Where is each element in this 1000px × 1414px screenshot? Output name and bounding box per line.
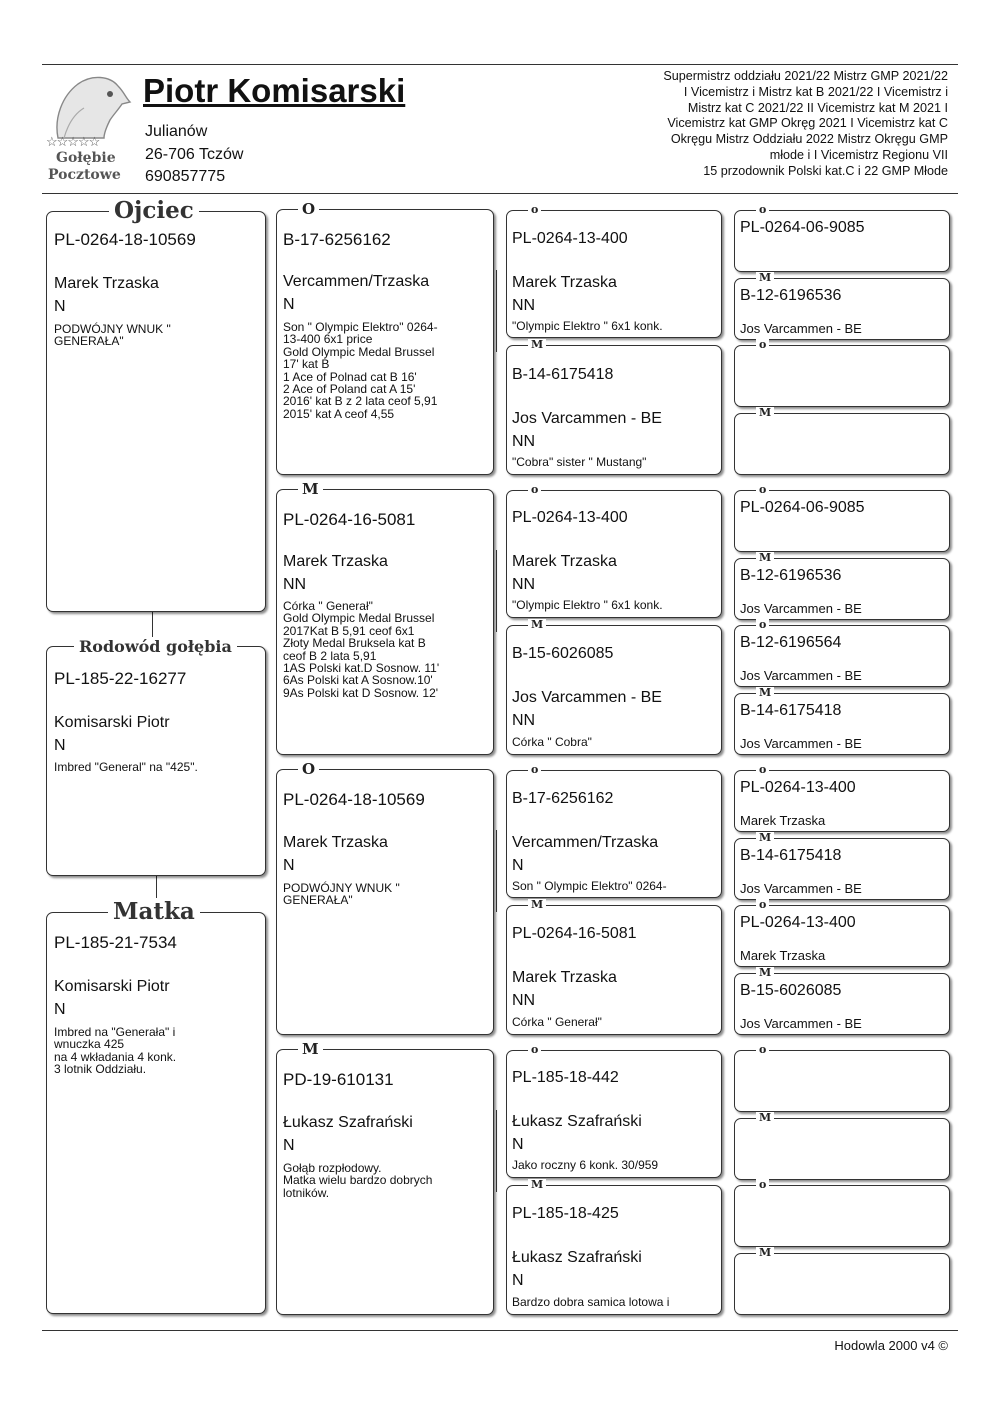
pigeon-info: Imbred "General" na "425". xyxy=(54,760,198,774)
father-card[interactable] xyxy=(46,211,266,612)
gen4-owner: Jos Varcammen - BE xyxy=(740,1016,862,1031)
achievement-line: I Vicemistrz i Mistrz kat B 2021/22 I Vicemistrz i xyxy=(683,84,948,99)
gen2-info: Gołąb rozpłodowy. Matka wielu bardzo dobrych lotników. xyxy=(283,1161,433,1200)
gen4-card[interactable] xyxy=(734,490,950,552)
father-owner: Marek Trzaska xyxy=(54,275,159,292)
gen4-sex-label: M xyxy=(756,967,774,979)
gen4-card[interactable] xyxy=(734,1185,950,1247)
father-ring: PL-0264-18-10569 xyxy=(54,230,196,249)
father-color: N xyxy=(54,298,66,315)
gen4-ring: PL-0264-13-400 xyxy=(740,779,856,796)
gen2-info: Son " Olympic Elektro" 0264- 13-400 6x1 price Gold Olympic Medal Brussel 17' kat B 1 Ace of Polnad cat B 16' 2 Ace of Poland cat A 15' 2016' kat B z 2 lata ceof 5,91 2015' kat A ceof 4,55 xyxy=(283,320,438,421)
gen4-owner: Jos Varcammen - BE xyxy=(740,881,862,896)
gen3-color: N xyxy=(512,1272,524,1289)
gen4-card[interactable] xyxy=(734,558,950,620)
gen4-sex-label: M xyxy=(756,1112,774,1124)
gen2-sex-label: M xyxy=(298,1041,323,1057)
gen2-color: NN xyxy=(283,576,307,593)
mother-owner: Komisarski Piotr xyxy=(54,978,170,995)
gen3-sex-label: o xyxy=(528,484,541,496)
gen4-ring: B-14-6175418 xyxy=(740,847,842,864)
gen3-sex-label: M xyxy=(528,1179,546,1191)
gen2-card[interactable] xyxy=(276,209,494,475)
mother-info: Imbred na "Generała" i wnuczka 425 na 4 wkładania 4 konk. 3 lotnik Oddziału. xyxy=(54,1025,177,1077)
gen4-ring: B-15-6026085 xyxy=(740,982,842,999)
gen4-sex-label: M xyxy=(756,407,774,419)
gen2-card[interactable] xyxy=(276,769,494,1035)
gen3-color: NN xyxy=(512,297,536,314)
achievements xyxy=(560,69,948,180)
gen4-sex-label: o xyxy=(756,484,769,496)
gen2-color: N xyxy=(283,857,295,874)
gen2-sex-label: O xyxy=(298,761,319,777)
gen3-info: "Olympic Elektro " 6x1 konk. xyxy=(512,598,663,612)
gen3-ring: PL-185-18-442 xyxy=(512,1069,619,1086)
gen4-sex-label: o xyxy=(756,1179,769,1191)
mother-card[interactable] xyxy=(46,912,266,1314)
gen3-card[interactable] xyxy=(506,1185,722,1315)
gen2-ring: PL-0264-18-10569 xyxy=(283,790,425,809)
gen2-ring: B-17-6256162 xyxy=(283,230,391,249)
achievement-line: Okręgu Mistrz Oddziału 2022 Mistrz Okręgu GMP xyxy=(670,132,948,147)
gen4-card[interactable] xyxy=(734,770,950,832)
achievement-line: młode i I Vicemistrz Regionu VII xyxy=(769,147,948,162)
gen3-sex-label: o xyxy=(528,764,541,776)
gen2-owner: Łukasz Szafrański xyxy=(283,1114,413,1131)
gen3-color: NN xyxy=(512,712,536,729)
gen3-info: Córka " Generał" xyxy=(512,1015,602,1029)
gen4-card[interactable] xyxy=(734,278,950,340)
gen2-color: N xyxy=(283,296,295,313)
gen3-owner: Jos Varcammen - BE xyxy=(512,689,662,706)
gen4-card[interactable] xyxy=(734,905,950,967)
connector xyxy=(496,550,497,632)
gen4-owner: Jos Varcammen - BE xyxy=(740,736,862,751)
gen3-card[interactable] xyxy=(506,210,722,338)
gen3-owner: Łukasz Szafrański xyxy=(512,1113,642,1130)
breeder-name: Piotr Komisarski xyxy=(143,72,406,109)
gen3-owner: Łukasz Szafrański xyxy=(512,1249,642,1266)
gen4-card[interactable] xyxy=(734,345,950,407)
gen4-owner: Marek Trzaska xyxy=(740,813,826,828)
gen4-ring: B-12-6196536 xyxy=(740,567,842,584)
footer-rule xyxy=(42,1330,958,1331)
gen2-card[interactable] xyxy=(276,1049,494,1315)
achievement-line: Supermistrz oddziału 2021/22 Mistrz GMP 2021/22 xyxy=(663,69,948,83)
gen4-sex-label: o xyxy=(756,1044,769,1056)
gen4-sex-label: o xyxy=(756,619,769,631)
gen2-sex-label: O xyxy=(298,201,319,217)
gen3-ring: B-14-6175418 xyxy=(512,366,614,383)
logo-text-line1: Gołębie xyxy=(56,150,116,166)
gen4-sex-label: o xyxy=(756,204,769,216)
gen2-color: N xyxy=(283,1137,295,1154)
logo xyxy=(44,70,136,188)
gen3-owner: Marek Trzaska xyxy=(512,553,617,570)
gen4-sex-label: M xyxy=(756,687,774,699)
gen3-sex-label: M xyxy=(528,899,546,911)
gen3-ring: B-15-6026085 xyxy=(512,645,614,662)
gen4-ring: B-12-6196564 xyxy=(740,634,842,651)
gen3-color: N xyxy=(512,857,524,874)
gen3-card[interactable] xyxy=(506,345,722,475)
pigeon-ring: PL-185-22-16277 xyxy=(54,669,187,688)
gen4-owner: Jos Varcammen - BE xyxy=(740,668,862,683)
gen4-card[interactable] xyxy=(734,625,950,687)
achievement-line: Mistrz kat C 2021/22 II Vicemistrz kat M 2021 I xyxy=(687,100,948,115)
gen3-color: N xyxy=(512,1136,524,1153)
header-top-rule xyxy=(42,64,958,65)
gen4-ring: PL-0264-13-400 xyxy=(740,914,856,931)
logo-text-line2: Pocztowe xyxy=(48,167,121,183)
gen3-card[interactable] xyxy=(506,1050,722,1178)
gen4-card[interactable] xyxy=(734,973,950,1035)
gen2-info: PODWÓJNY WNUK " GENERAŁA" xyxy=(283,881,400,908)
gen2-card[interactable] xyxy=(276,489,494,755)
gen3-info: Córka " Cobra" xyxy=(512,735,592,749)
mother-ring: PL-185-21-7534 xyxy=(54,933,177,952)
gen4-owner: Marek Trzaska xyxy=(740,948,826,963)
gen2-sex-label: M xyxy=(298,481,323,497)
gen3-sex-label: M xyxy=(528,619,546,631)
gen2-owner: Marek Trzaska xyxy=(283,553,388,570)
connector xyxy=(496,1110,497,1192)
gen4-card[interactable] xyxy=(734,693,950,755)
gen3-owner: Marek Trzaska xyxy=(512,274,617,291)
breeder-phone: 690857775 xyxy=(145,168,226,185)
father-label: Ojciec xyxy=(109,197,199,225)
gen3-card[interactable] xyxy=(506,905,722,1035)
gen3-ring: PL-0264-13-400 xyxy=(512,230,628,247)
gen3-info: Bardzo dobra samica lotowa i xyxy=(512,1295,670,1309)
gen3-owner: Marek Trzaska xyxy=(512,969,617,986)
gen3-sex-label: o xyxy=(528,204,541,216)
gen4-card[interactable] xyxy=(734,1253,950,1315)
gen3-sex-label: M xyxy=(528,339,546,351)
gen2-info: Córka " Generał" Gold Olympic Medal Brussel 2017Kat B 5,91 ceof 6x1 Złoty Medal Bruksela kat B ceof B 2 lata 5,91 1AS Polski kat.D Sosnow. 11' 6As Polski kat A Sosnow.10' 9As Polski kat D Sosnow. 12' xyxy=(283,599,440,700)
gen3-card[interactable] xyxy=(506,490,722,618)
gen4-sex-label: o xyxy=(756,899,769,911)
gen3-info: "Olympic Elektro " 6x1 konk. xyxy=(512,319,663,333)
gen4-owner: Jos Varcammen - BE xyxy=(740,601,862,616)
gen4-sex-label: M xyxy=(756,1247,774,1259)
gen4-sex-label: M xyxy=(756,832,774,844)
gen3-color: NN xyxy=(512,992,536,1009)
gen3-owner: Jos Varcammen - BE xyxy=(512,410,662,427)
gen4-sex-label: o xyxy=(756,339,769,351)
pigeon-owner: Komisarski Piotr xyxy=(54,714,170,731)
gen3-ring: PL-0264-13-400 xyxy=(512,509,628,526)
gen4-owner: Jos Varcammen - BE xyxy=(740,321,862,336)
gen3-ring: B-17-6256162 xyxy=(512,790,614,807)
logo-stars: ☆☆☆☆☆ xyxy=(46,134,100,149)
gen4-ring: PL-0264-06-9085 xyxy=(740,219,865,236)
father-info: PODWÓJNY WNUK " GENERAŁA" xyxy=(54,322,171,349)
pigeon-color: N xyxy=(54,737,66,754)
gen3-info: Jako roczny 6 konk. 30/959 xyxy=(512,1158,659,1172)
gen3-info: "Cobra" sister " Mustang" xyxy=(512,455,647,469)
breeder-address-line1: Julianów xyxy=(145,123,208,140)
achievement-line: 15 przodownik Polski kat.C i 22 GMP Młode xyxy=(703,163,948,178)
gen3-color: NN xyxy=(512,433,536,450)
gen4-card[interactable] xyxy=(734,413,950,475)
footer-software: Hodowla 2000 v4 © xyxy=(834,1338,948,1353)
gen3-ring: PL-185-18-425 xyxy=(512,1205,619,1222)
gen4-ring: B-14-6175418 xyxy=(740,702,842,719)
gen3-owner: Vercammen/Trzaska xyxy=(512,834,659,851)
gen3-sex-label: o xyxy=(528,1044,541,1056)
breeder-address-line2: 26-706 Tczów xyxy=(145,146,244,163)
gen4-card[interactable] xyxy=(734,838,950,900)
gen3-info: Son " Olympic Elektro" 0264- xyxy=(512,879,667,893)
gen2-owner: Marek Trzaska xyxy=(283,834,388,851)
gen2-ring: PL-0264-16-5081 xyxy=(283,510,416,529)
connector xyxy=(496,270,497,352)
mother-label: Matka xyxy=(108,898,200,926)
gen4-ring: B-12-6196536 xyxy=(740,287,842,304)
mother-color: N xyxy=(54,1001,66,1018)
gen2-ring: PD-19-610131 xyxy=(283,1070,394,1089)
gen4-sex-label: M xyxy=(756,272,774,284)
pedigree-label: Rodowód gołębia xyxy=(74,637,237,657)
gen3-card[interactable] xyxy=(506,625,722,755)
connector xyxy=(496,830,497,912)
gen2-owner: Vercammen/Trzaska xyxy=(283,273,430,290)
gen4-ring: PL-0264-06-9085 xyxy=(740,499,865,516)
gen3-ring: PL-0264-16-5081 xyxy=(512,925,637,942)
achievement-line: Vicemistrz kat GMP Okręg 2021 I Vicemistrz kat C xyxy=(667,116,948,131)
gen4-card[interactable] xyxy=(734,210,950,272)
gen4-sex-label: o xyxy=(756,764,769,776)
pigeon-head-icon xyxy=(44,70,136,140)
gen3-card[interactable] xyxy=(506,770,722,898)
header-bottom-rule xyxy=(42,193,958,194)
gen4-card[interactable] xyxy=(734,1118,950,1180)
gen4-sex-label: M xyxy=(756,552,774,564)
pigeon-card[interactable] xyxy=(46,646,266,876)
gen3-color: NN xyxy=(512,576,536,593)
gen4-card[interactable] xyxy=(734,1050,950,1112)
